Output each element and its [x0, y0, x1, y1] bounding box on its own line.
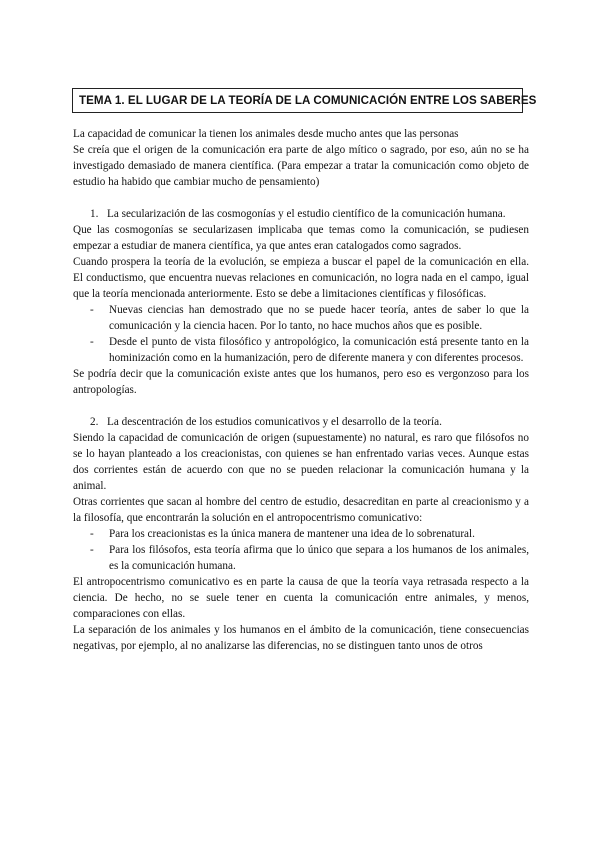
section-1-bullet-1	[90, 302, 529, 334]
document-body	[73, 126, 529, 654]
section-2-paragraph-1: Siendo la capacidad de comunicación de origen (supuestamente) no natural, es raro que filósofos no se lo hayan planteado a los creacionistas, con quienes se han enfrentado varias veces. Aunque estas dos corrientes están de acuerdo con que no se pueden relacionar la comunicación humana y la animal.	[73, 432, 529, 492]
bullet-text: Para los creacionistas es la única manera de mantener una idea de lo sobrenatural.	[109, 528, 475, 540]
bullet-text: Desde el punto de vista filosófico y antropológico, la comunicación está presente tanto en la hominización como en la humanización, pero de diferente manera y con diferentes procesos.	[109, 336, 529, 364]
bullet-dash: -	[90, 528, 94, 540]
section-2-bullet-1	[90, 526, 529, 542]
section-2-paragraph-2: Otras corrientes que sacan al hombre del centro de estudio, desacreditan en parte al creacionismo y a la filosofía, que encontrarán la solución en el antropocentrismo comunicativo:	[73, 496, 529, 524]
section-1-closing: Se podría decir que la comunicación existe antes que los humanos, pero eso es vergonzoso para los antropologías.	[73, 368, 529, 396]
bullet-text: Para los filósofos, esta teoría afirma que lo único que separa a los humanos de los animales, es la comunicación humana.	[109, 544, 529, 572]
bullet-dash: -	[90, 336, 94, 348]
section-2-heading	[90, 414, 529, 430]
section-2-number: 2.	[90, 416, 99, 428]
bullet-text: Nuevas ciencias han demostrado que no se puede hacer teoría, antes de saber lo que la comunicación y la ciencia hacen. Por lo tanto, no hace muchos años que es posible.	[109, 304, 529, 332]
section-2-closing-2: La separación de los animales y los humanos en el ámbito de la comunicación, tiene consecuencias negativas, por ejemplo, al no analizarse las diferencias, no se distinguen tanto unos de otros	[73, 624, 529, 652]
section-1-paragraph-2: Cuando prospera la teoría de la evolución, se empieza a buscar el papel de la comunicación en ella. El conductismo, que encuentra nuevas relaciones en comunicación, no logra nada en el campo, igual que la teoría mencionada anteriormente. Esto se debe a limitaciones científicas y filosóficas.	[73, 256, 529, 300]
intro-paragraph-2: Se creía que el origen de la comunicación era parte de algo mítico o sagrado, por eso, aún no se ha investigado demasiado de manera científica. (Para empezar a tratar la comunicación como objeto de estudio ha habido que cambiar mucho de pensamiento)	[73, 144, 529, 188]
section-2-closing-1: El antropocentrismo comunicativo es en parte la causa de que la teoría vaya retrasada respecto a la ciencia. De hecho, no se suele tener en cuenta la comunicación entre animales, y menos, comparaciones con ellas.	[73, 576, 529, 620]
section-1-heading	[90, 206, 529, 222]
section-1-bullet-2	[90, 334, 529, 366]
section-2-bullet-2	[90, 542, 529, 574]
bullet-dash: -	[90, 304, 94, 316]
bullet-dash: -	[90, 544, 94, 556]
section-1-number: 1.	[90, 208, 99, 220]
page-title: TEMA 1. EL LUGAR DE LA TEORÍA DE LA COMUNICACIÓN ENTRE LOS SABERES	[72, 88, 523, 113]
intro-paragraph-1: La capacidad de comunicar la tienen los animales desde mucho antes que las personas	[73, 128, 459, 140]
section-1-heading-text: La secularización de las cosmogonías y el estudio científico de la comunicación humana.	[107, 208, 506, 220]
section-1-paragraph-1: Que las cosmogonías se secularizasen implicaba que temas como la comunicación, se pudiesen empezar a estudiar de manera científica, ya que antes eran catalogados como sagrados.	[73, 224, 529, 252]
section-2-heading-text: La descentración de los estudios comunicativos y el desarrollo de la teoría.	[107, 416, 442, 428]
